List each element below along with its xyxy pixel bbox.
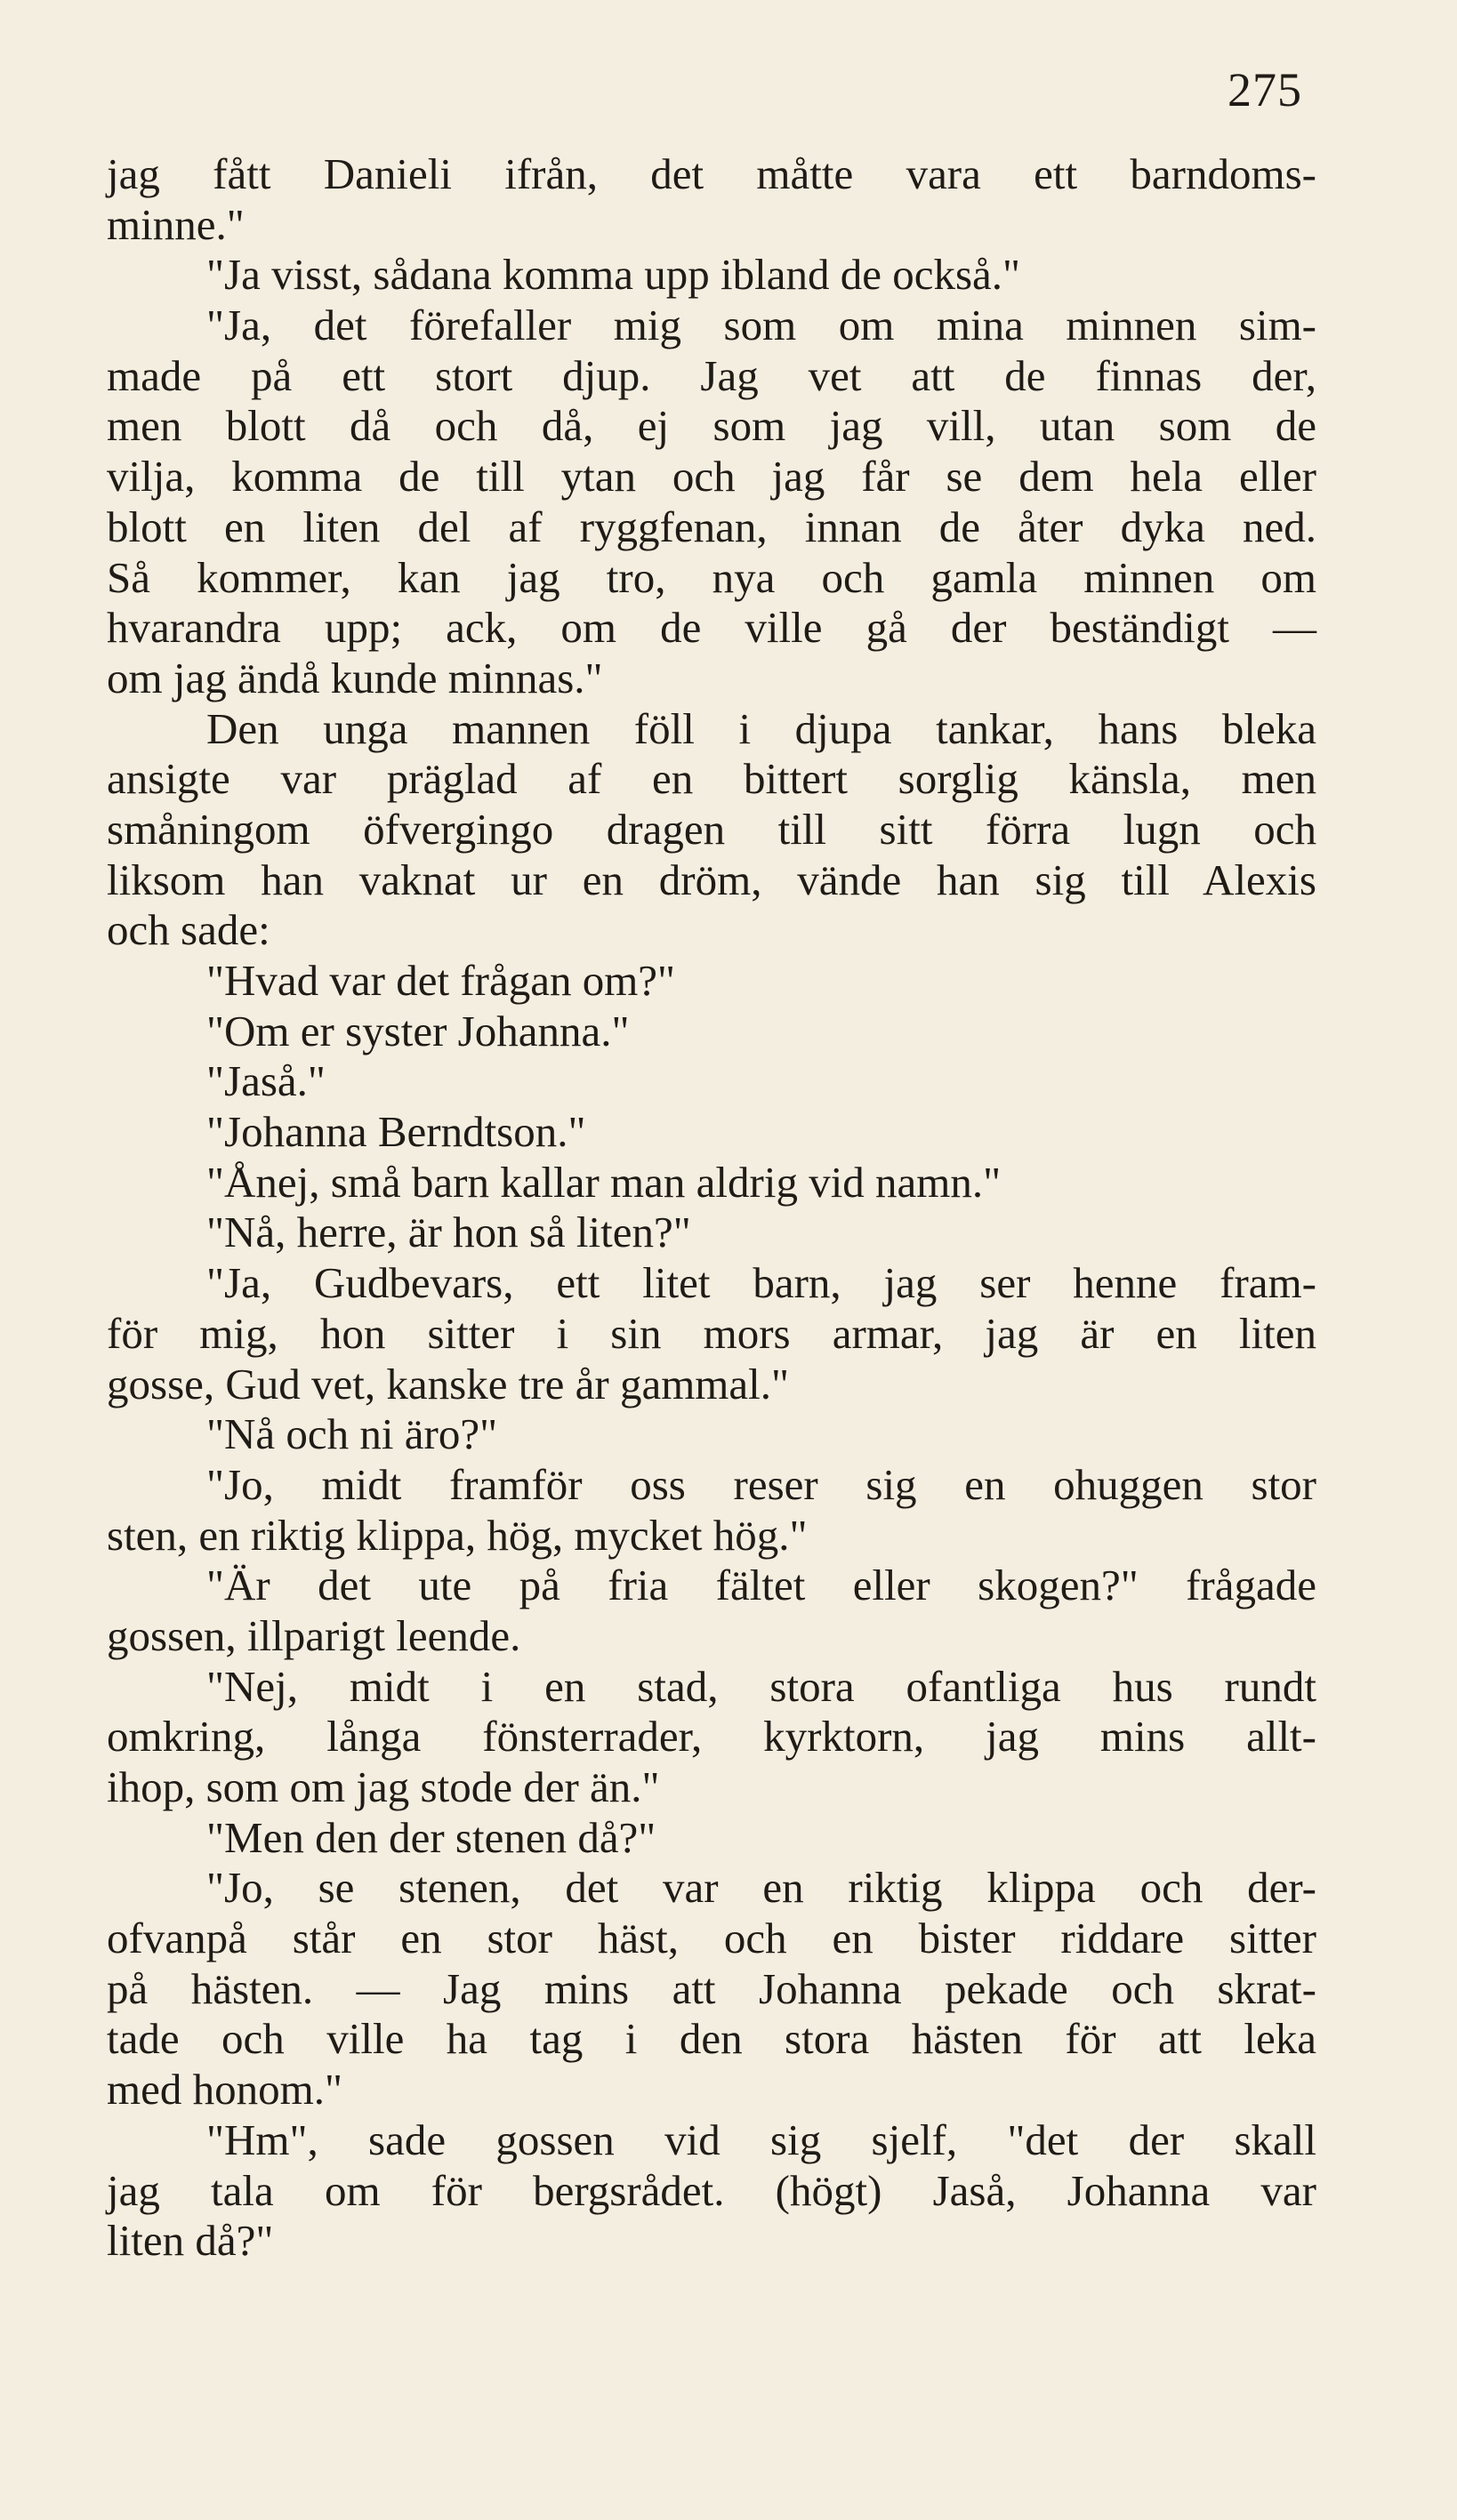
text-line: Så kommer, kan jag tro, nya och gamla minnen om [107, 552, 1316, 602]
text-line: jag fått Danieli ifrån, det måtte vara ett barndoms- [107, 149, 1316, 198]
text-line: gosse, Gud vet, kanske tre år gammal." [107, 1359, 790, 1408]
text-line: "Nej, midt i en stad, stora ofantliga hus rundt [206, 1661, 1316, 1711]
text-line: "Hvad var det frågan om?" [206, 956, 676, 1005]
text-line: "Jo, se stenen, det var en riktig klippa och der- [206, 1863, 1316, 1913]
text-line: "Hm", sade gossen vid sig sjelf, "det der skall [206, 2115, 1316, 2164]
text-line: på hästen. — Jag mins att Johanna pekade och skrat- [107, 1963, 1316, 2013]
text-line: made på ett stort djup. Jag vet att de finnas der, [107, 350, 1316, 400]
text-line: gossen, illparigt leende. [107, 1610, 521, 1660]
text-line: "Ja, Gudbevars, ett litet barn, jag ser henne fram- [206, 1258, 1316, 1308]
text-line: med honom." [107, 2065, 342, 2115]
text-line: för mig, hon sitter i sin mors armar, jag är en liten [107, 1308, 1316, 1358]
text-line: "Johanna Berndtson." [206, 1107, 586, 1157]
text-line: hvarandra upp; ack, om de ville gå der beständigt — [107, 603, 1316, 653]
text-line: ofvanpå står en stor häst, och en bister riddare sitter [107, 1914, 1316, 1963]
text-line: minne." [107, 199, 245, 249]
text-line: "Jaså." [206, 1056, 326, 1106]
text-line: tade och ville ha tag i den stora hästen för att leka [107, 2014, 1316, 2064]
text-line: blott en liten del af ryggfenan, innan de åter dyka ned. [107, 502, 1316, 551]
text-line: liksom han vaknat ur en dröm, vände han sig till Alexis [107, 855, 1316, 904]
text-line: liten då?" [107, 2216, 274, 2266]
text-line: "Nå och ni äro?" [206, 1409, 498, 1459]
text-line: "Men den der stenen då?" [206, 1812, 656, 1862]
text-line: "Ja, det förefaller mig som om mina minnen sim- [206, 301, 1316, 350]
text-line: men blott då och då, ej som jag vill, utan som de [107, 401, 1316, 451]
text-line: vilja, komma de till ytan och jag får se dem hela eller [107, 452, 1316, 502]
text-line: ansigte var präglad af en bittert sorglig känsla, men [107, 754, 1316, 804]
text-line: omkring, långa fönsterrader, kyrktorn, jag mins allt- [107, 1712, 1316, 1762]
page-number: 275 [1228, 63, 1302, 116]
text-line: "Ja visst, sådana komma upp ibland de också." [206, 250, 1021, 300]
text-line: jag tala om för bergsrådet. (högt) Jaså, Johanna var [107, 2165, 1316, 2215]
text-line: "Nå, herre, är hon så liten?" [206, 1208, 691, 1257]
text-line: Den unga mannen föll i djupa tankar, hans bleka [206, 703, 1316, 753]
text-line: "Är det ute på fria fältet eller skogen?" frågade [206, 1561, 1316, 1610]
text-line: "Om er syster Johanna." [206, 1006, 630, 1055]
text-line: och sade: [107, 905, 270, 955]
text-line: småningom öfvergingo dragen till sitt förra lugn och [107, 804, 1316, 854]
text-line: om jag ändå kunde minnas." [107, 653, 603, 702]
text-line: "Jo, midt framför oss reser sig en ohuggen stor [206, 1459, 1316, 1509]
text-line: sten, en riktig klippa, hög, mycket hög." [107, 1510, 808, 1560]
text-line: "Ånej, små barn kallar man aldrig vid namn." [206, 1157, 1002, 1207]
body-text [107, 149, 1316, 2267]
text-line: ihop, som om jag stode der än." [107, 1762, 660, 1811]
